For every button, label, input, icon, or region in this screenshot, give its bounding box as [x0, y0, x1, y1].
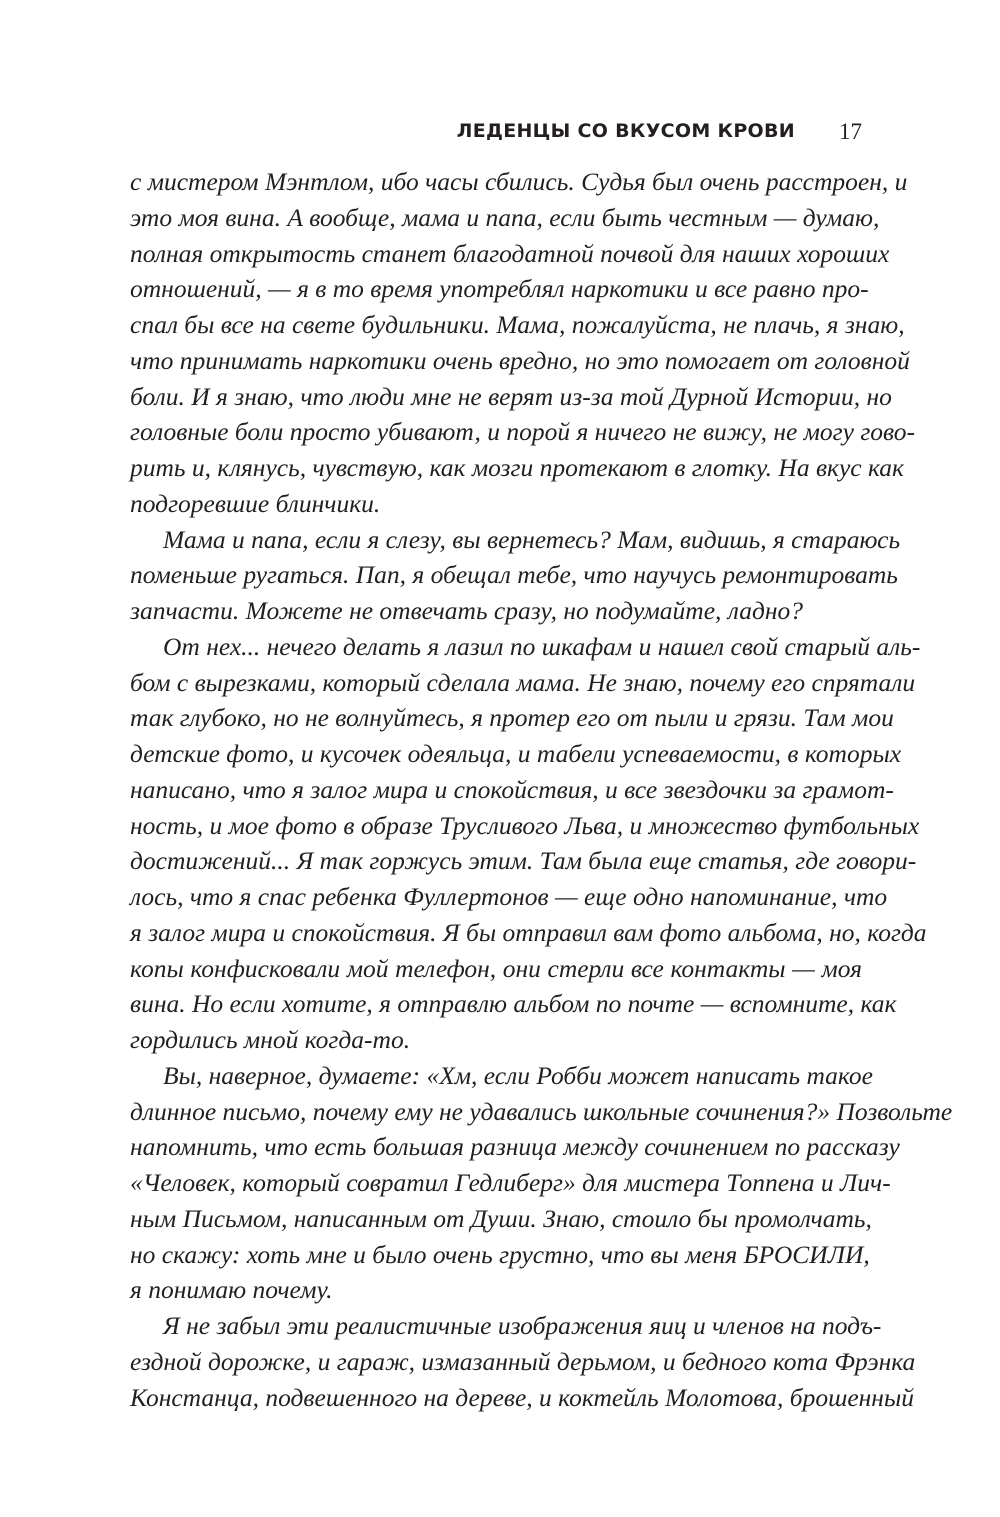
text-line: но скажу: хоть мне и было очень грустно, что вы меня БРОСИЛИ,	[130, 1239, 870, 1269]
text-line: написано, что я залог мира и спокойствия, и все звездочки за грамот-	[130, 774, 894, 804]
running-title: ЛЕДЕНЦЫ СО ВКУСОМ КРОВИ	[456, 120, 795, 142]
text-line: Я не забыл эти реалистичные изображения яиц и членов на подъ-	[163, 1311, 882, 1340]
text-line: ездной дорожке, и гараж, измазанный дерьмом, и бедного кота Фрэнка	[130, 1346, 916, 1376]
text-line: Мама и папа, если я слезу, вы вернетесь? Мам, видишь, я стараюсь	[163, 524, 901, 554]
text-line: спал бы все на свете будильники. Мама, пожалуйста, не плачь, я знаю,	[130, 310, 905, 339]
text-line: достижений... Я так горжусь этим. Там была еще статья, где говори-	[130, 846, 917, 876]
text-line: подгоревшие блинчики.	[130, 488, 381, 518]
text-line: с мистером Мэнтлом, ибо часы сбились. Судья был очень расстроен, и	[130, 167, 908, 196]
paragraph	[130, 1308, 916, 1415]
text-line: ность, и мое фото в образе Трусливого Льва, и множество футбольных	[130, 810, 920, 840]
text-line: Вы, наверное, думаете: «Хм, если Робби может написать такое	[163, 1060, 873, 1090]
text-line: запчасти. Можете не отвечать сразу, но подумайте, ладно?	[130, 596, 803, 625]
text-line: копы конфисковали мой телефон, они стерли все контакты — моя	[130, 953, 862, 983]
text-line: я залог мира и спокойствия. Я бы отправил вам фото альбома, но, когда	[130, 917, 927, 947]
text-line: так глубоко, но не волнуйтесь, я протер его от пыли и грязи. Там мои	[130, 703, 894, 733]
text-line: полная открытость станет благодатной почвой для наших хороших	[130, 238, 890, 268]
page-number: 17	[839, 119, 862, 144]
text-line: я понимаю почему.	[130, 1275, 333, 1305]
text-line: рить и, клянусь, чувствую, как мозги протекают в глотку. На вкус как	[130, 453, 904, 482]
text-line: ным Письмом, написанным от Души. Знаю, стоило бы промолчать,	[130, 1203, 872, 1233]
text-line: боли. И я знаю, что люди мне не верят из-за той Дурной Истории, но	[130, 381, 892, 411]
text-line: лось, что я спас ребенка Фуллертонов — еще одно напоминание, что	[130, 882, 888, 911]
text-line: отношений, — я в то время употреблял наркотики и все равно про-	[130, 274, 869, 304]
text-line: поменьше ругаться. Пап, я обещал тебе, что научусь ремонтировать	[130, 560, 898, 590]
text-line: Констанца, подвешенного на дереве, и коктейль Молотова, брошенный	[130, 1382, 914, 1412]
text-line: это моя вина. А вообще, мама и папа, если быть честным — думаю,	[130, 202, 880, 232]
text-line: длинное письмо, почему ему не удавались школьные сочинения?» Позвольте	[130, 1096, 953, 1126]
text-line: детские фото, и кусочек одеяльца, и табели успеваемости, в которых	[130, 739, 902, 768]
text-line: бом с вырезками, который сделала мама. Не знаю, почему его спрятали	[130, 667, 916, 697]
text-line: гордились мной когда-то.	[130, 1025, 411, 1054]
paragraph	[130, 629, 927, 1058]
running-header	[0, 120, 862, 150]
text-line: напомнить, что есть большая разница между сочинением по рассказу	[130, 1132, 900, 1162]
text-line: «Человек, который совратил Гедлиберг» для мистера Топпена и Лич-	[130, 1168, 891, 1197]
text-line: вина. Но если хотите, я отправлю альбом по почте — вспомните, как	[130, 989, 897, 1019]
text-line: головные боли просто убивают, и порой я ничего не вижу, не могу гово-	[130, 417, 915, 447]
text-line: От нех... нечего делать я лазил по шкафам и нашел свой старый аль-	[163, 631, 921, 661]
paragraph	[130, 164, 915, 522]
text-line: что принимать наркотики очень вредно, но это помогает от головной	[130, 345, 910, 375]
paragraph	[130, 522, 901, 629]
paragraph	[130, 1058, 953, 1308]
body-text	[130, 164, 953, 1415]
